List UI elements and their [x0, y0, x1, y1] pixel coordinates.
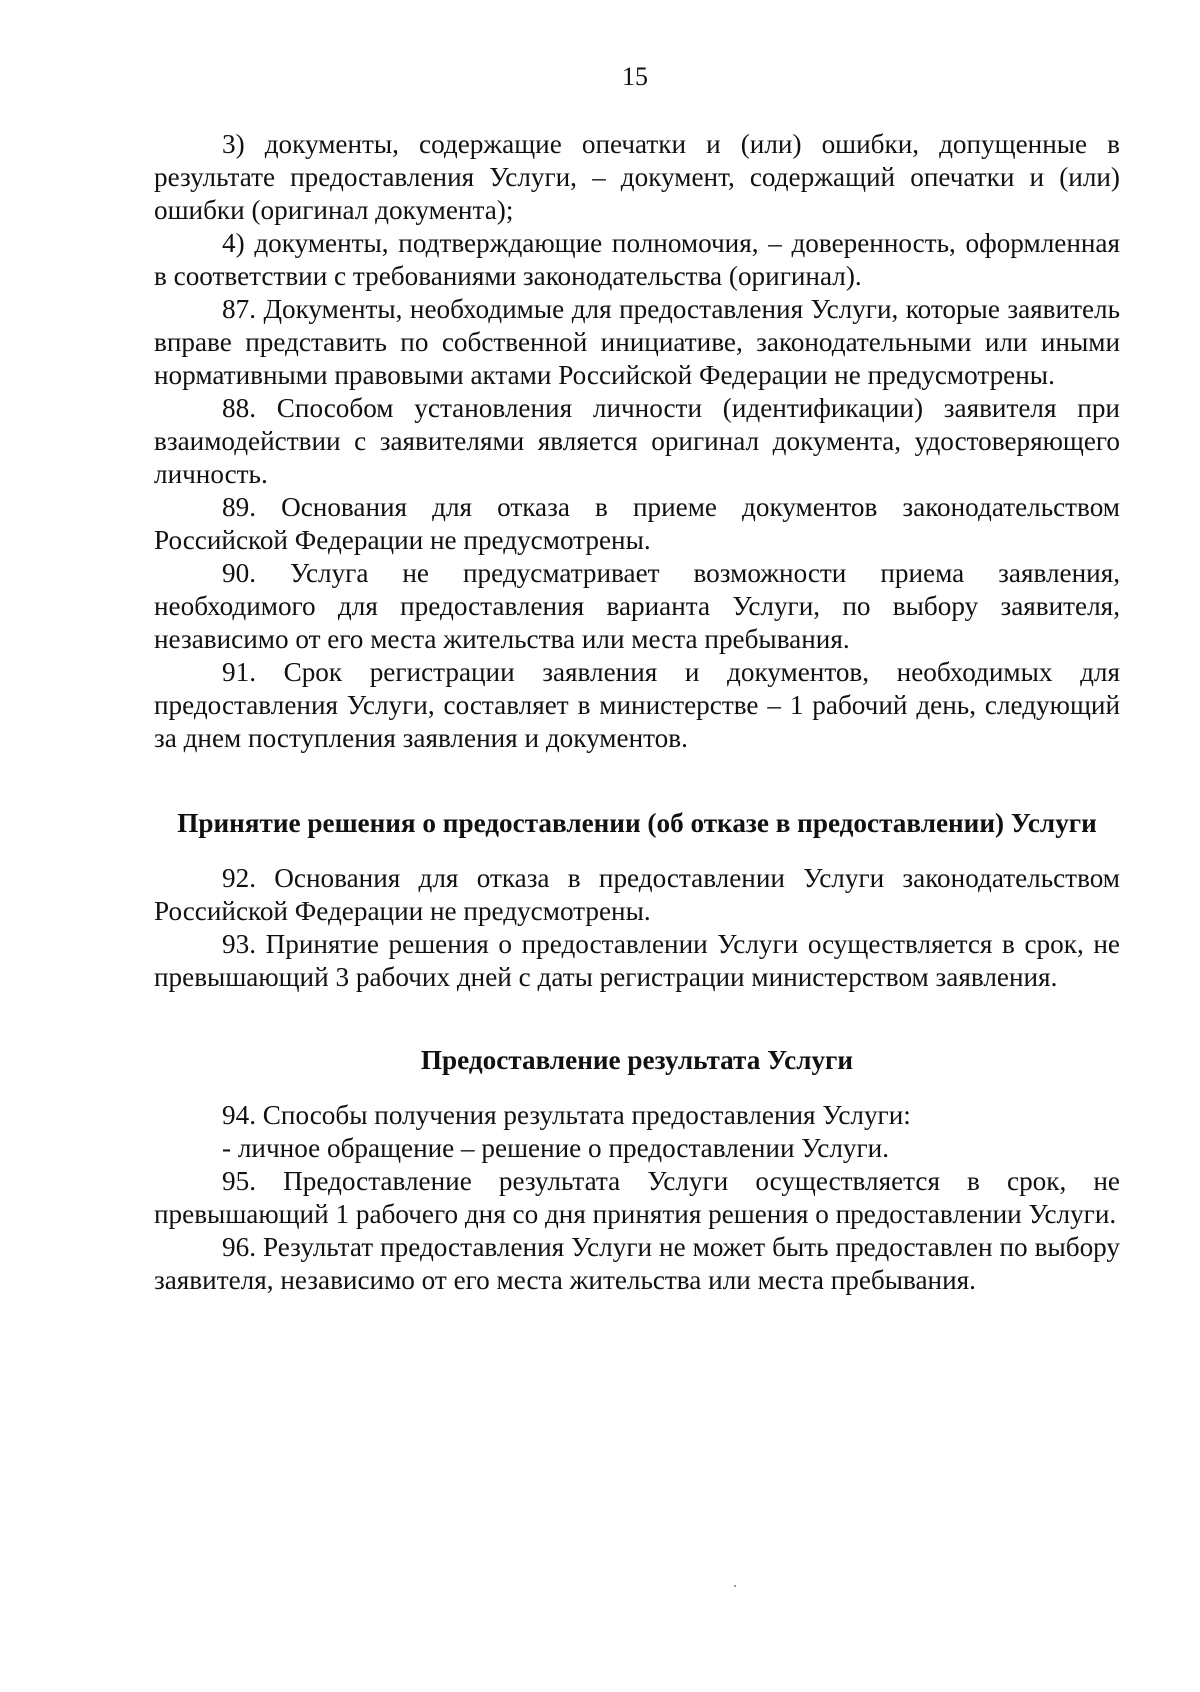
paragraph-87: 87. Документы, необходимые для предоставления Услуги, которые заявитель вправе представить по собственной инициативе, законодательными или иными нормативными правовыми актами Российской Федерации не предусмотрены. [154, 294, 1120, 390]
paragraph-89: 89. Основания для отказа в приеме документов законодательством Российской Федерации не предусмотрены. [154, 492, 1120, 555]
paragraph-3-item: 3) документы, содержащие опечатки и (или) ошибки, допущенные в результате предоставления Услуги, – документ, содержащий опечатки и (или) ошибки (оригинал документа); [154, 129, 1120, 225]
page-number: 15 [622, 62, 648, 91]
section-heading-result: Предоставление результата Услуги [420, 1045, 854, 1075]
paragraph-90: 90. Услуга не предусматривает возможности приема заявления, необходимого для предоставления варианта Услуги, по выбору заявителя, независимо от его места жительства или места пребывания. [154, 558, 1120, 654]
paragraph-94-list-item: - личное обращение – решение о предоставлении Услуги. [222, 1133, 890, 1163]
paragraph-94: 94. Способы получения результата предоставления Услуги: [222, 1100, 911, 1130]
paragraph-95: 95. Предоставление результата Услуги осуществляется в срок, не превышающий 1 рабочего дня со дня принятия решения о предоставлении Услуги. [154, 1166, 1120, 1229]
section-heading-decision: Принятие решения о предоставлении (об отказе в предоставлении) Услуги [177, 808, 1097, 838]
paragraph-92: 92. Основания для отказа в предоставлении Услуги законодательством Российской Федерации не предусмотрены. [154, 863, 1120, 926]
paragraph-91: 91. Срок регистрации заявления и документов, необходимых для предоставления Услуги, составляет в министерстве – 1 рабочий день, следующий за днем поступления заявления и документов. [154, 657, 1120, 753]
paragraph-96: 96. Результат предоставления Услуги не может быть предоставлен по выбору заявителя, независимо от его места жительства или места пребывания. [154, 1232, 1120, 1295]
paragraph-93: 93. Принятие решения о предоставлении Услуги осуществляется в срок, не превышающий 3 рабочих дней с даты регистрации министерством заявления. [154, 929, 1120, 992]
scan-speck [734, 1585, 736, 1587]
document-body [154, 128, 1120, 1297]
paragraph-88: 88. Способом установления личности (идентификации) заявителя при взаимодействии с заявителями является оригинал документа, удостоверяющего личность. [154, 393, 1120, 489]
paragraph-4-item: 4) документы, подтверждающие полномочия, – доверенность, оформленная в соответствии с требованиями законодательства (оригинал). [154, 228, 1120, 291]
